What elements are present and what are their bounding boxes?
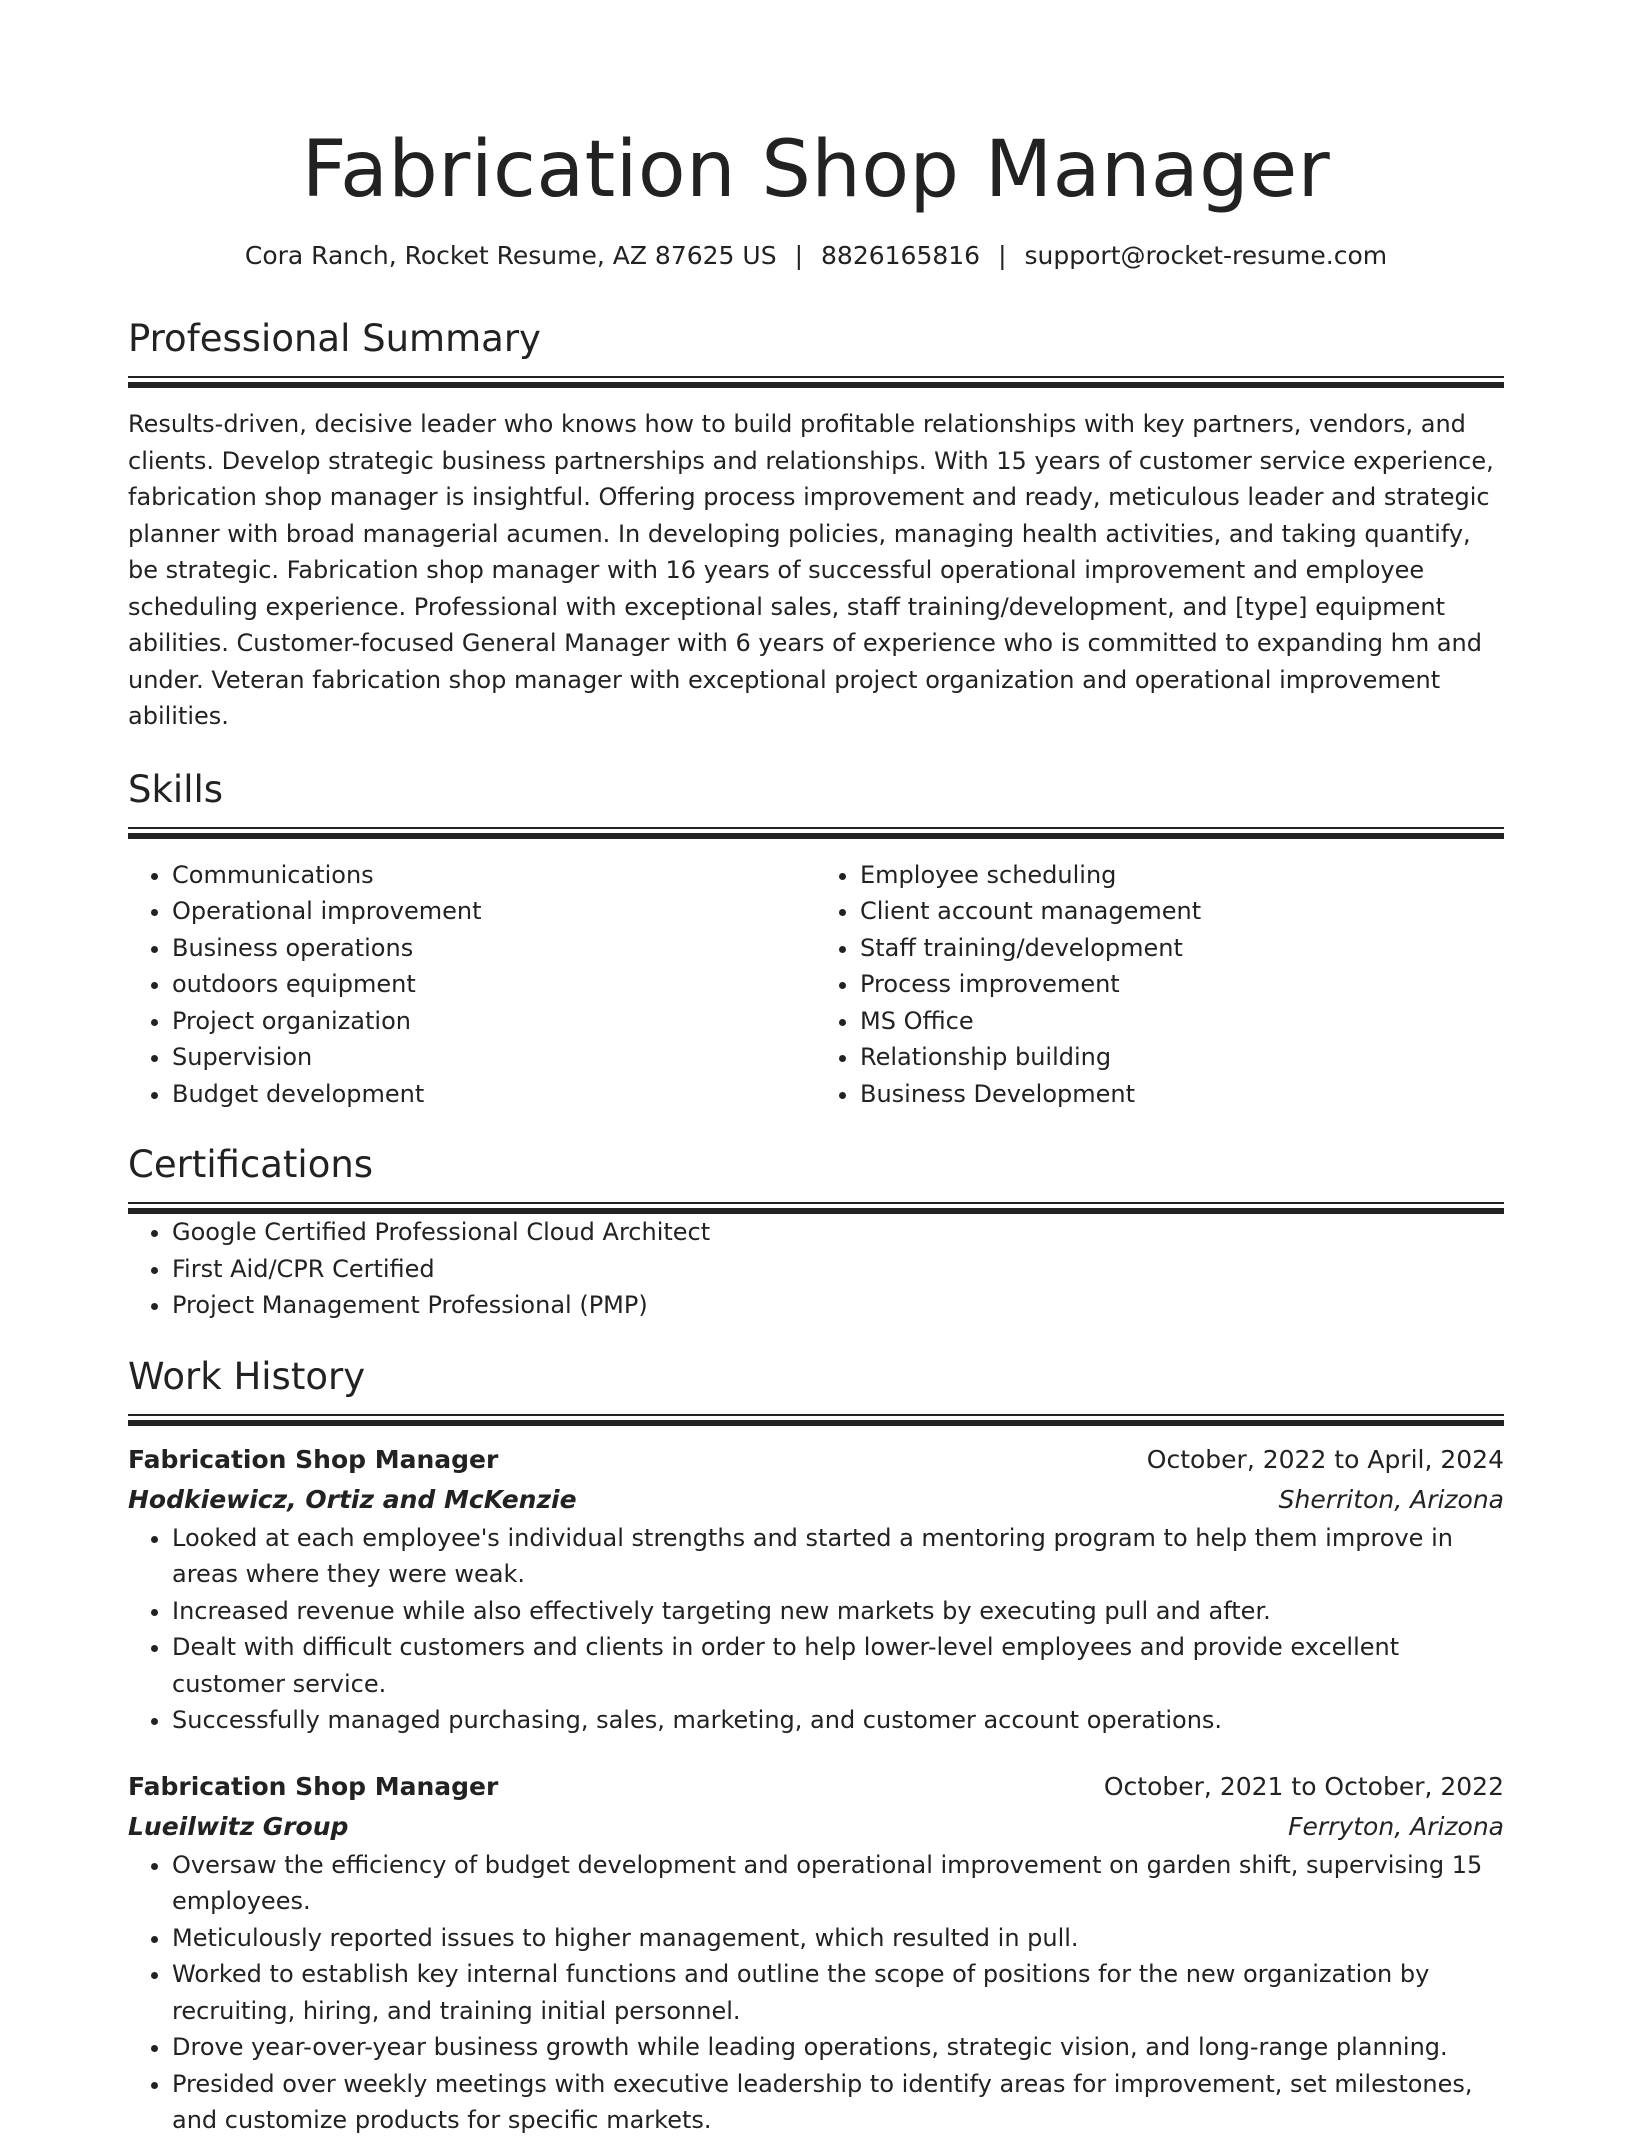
skill-item: • Process improvement [860,966,1504,1003]
skill-item: • Staff training/development [860,930,1504,967]
job-entry [128,1767,1504,2139]
section-divider [128,1414,1504,1426]
skill-item: • Client account management [860,893,1504,930]
skill-item: • Business operations [172,930,816,967]
job-header-row [128,1767,1504,1807]
skill-item: • Operational improvement [172,893,816,930]
summary-section [128,314,1504,735]
section-title-certifications: Certifications [128,1143,374,1186]
job-header-row [128,1440,1504,1480]
skill-item: • Employee scheduling [860,857,1504,894]
certification-item: • Google Certified Professional Cloud Architect [172,1214,1504,1251]
contact-separator: | [998,241,1007,270]
contact-line [128,238,1504,274]
job-location: Ferryton, Arizona [1288,1811,1504,1841]
job-company-row [128,1480,1504,1520]
skill-item: • Supervision [172,1039,816,1076]
job-location: Sherriton, Arizona [1278,1484,1504,1514]
skill-item: • Project organization [172,1003,816,1040]
section-divider [128,827,1504,839]
job-bullets [128,1847,1504,2139]
job-bullet: • Meticulously reported issues to higher management, which resulted in pull. [172,1920,1504,1957]
skills-section [128,765,1504,1113]
job-bullet: • Looked at each employee's individual strengths and started a mentoring program to help them improve in areas where they were weak. [172,1520,1504,1593]
summary-text: Results-driven, decisive leader who knows how to build profitable relationships with key partners, vendors, and clients. Develop strategic business partnerships and relationships. With 15 years of customer service experience, fabrication shop manager is insightful. Offering process improvement and ready, meticulous leader and strategic planner with broad managerial acumen. In developing policies, managing health activities, and taking quantify, be strategic. Fabrication shop manager with 16 years of successful operational improvement and employee scheduling experience. Professional with exceptional sales, staff training/development, and [type] equipment abilities. Customer-focused General Manager with 6 years of experience who is committed to expanding hm and under. Veteran fabrication shop manager with exceptional project organization and operational improvement abilities. [128,410,1494,730]
skill-item: • MS Office [860,1003,1504,1040]
skill-item: • Communications [172,857,816,894]
job-company: Hodkiewicz, Ortiz and McKenzie [128,1484,577,1514]
job-entry [128,1440,1504,1739]
job-bullet: • Successfully managed purchasing, sales, marketing, and customer account operations. [172,1702,1504,1739]
work-history-section [128,1352,1504,2139]
contact-email: support@rocket-resume.com [1024,241,1388,270]
section-divider [128,1202,1504,1214]
section-divider [128,376,1504,388]
job-bullet: • Presided over weekly meetings with executive leadership to identify areas for improvement, set milestones, and customize products for specific markets. [172,2066,1504,2139]
job-bullets [128,1520,1504,1739]
certification-item: • First Aid/CPR Certified [172,1251,1504,1288]
job-company-row [128,1807,1504,1847]
candidate-title: Fabrication Shop Manager [301,125,1331,215]
certifications-section [128,1140,1504,1324]
skills-column-right [816,857,1504,1113]
job-bullet: • Drove year-over-year business growth while leading operations, strategic vision, and long-range planning. [172,2029,1504,2066]
section-title-summary: Professional Summary [128,317,541,360]
skills-column-left [128,857,816,1113]
job-bullet: • Increased revenue while also effectively targeting new markets by executing pull and after. [172,1593,1504,1630]
skills-list-left [128,857,816,1113]
job-company: Lueilwitz Group [128,1811,349,1841]
job-title: Fabrication Shop Manager [128,1771,499,1801]
skill-item: • Business Development [860,1076,1504,1113]
skill-item: • outdoors equipment [172,966,816,1003]
job-dates: October, 2021 to October, 2022 [1103,1771,1504,1801]
job-bullet: • Worked to establish key internal functions and outline the scope of positions for the new organization by recruiting, hiring, and training initial personnel. [172,1956,1504,2029]
section-title-work-history: Work History [128,1354,366,1398]
skills-grid [128,857,1504,1113]
contact-separator: | [794,241,804,270]
section-title-skills: Skills [128,767,224,811]
certifications-list [128,1214,1504,1324]
contact-address: Cora Ranch, Rocket Resume, AZ 87625 US [244,241,777,270]
job-bullet: • Oversaw the efficiency of budget development and operational improvement on garden shift, supervising 15 employees. [172,1847,1504,1920]
skill-item: • Budget development [172,1076,816,1113]
certification-item: • Project Management Professional (PMP) [172,1287,1504,1324]
resume-content [128,120,1504,2139]
job-bullet: • Dealt with difficult customers and clients in order to help lower-level employees and provide excellent customer service. [172,1629,1504,1702]
skills-list-right [816,857,1504,1113]
skill-item: • Relationship building [860,1039,1504,1076]
contact-phone: 8826165816 [821,241,981,270]
job-title: Fabrication Shop Manager [128,1444,499,1474]
job-dates: October, 2022 to April, 2024 [1146,1444,1504,1474]
